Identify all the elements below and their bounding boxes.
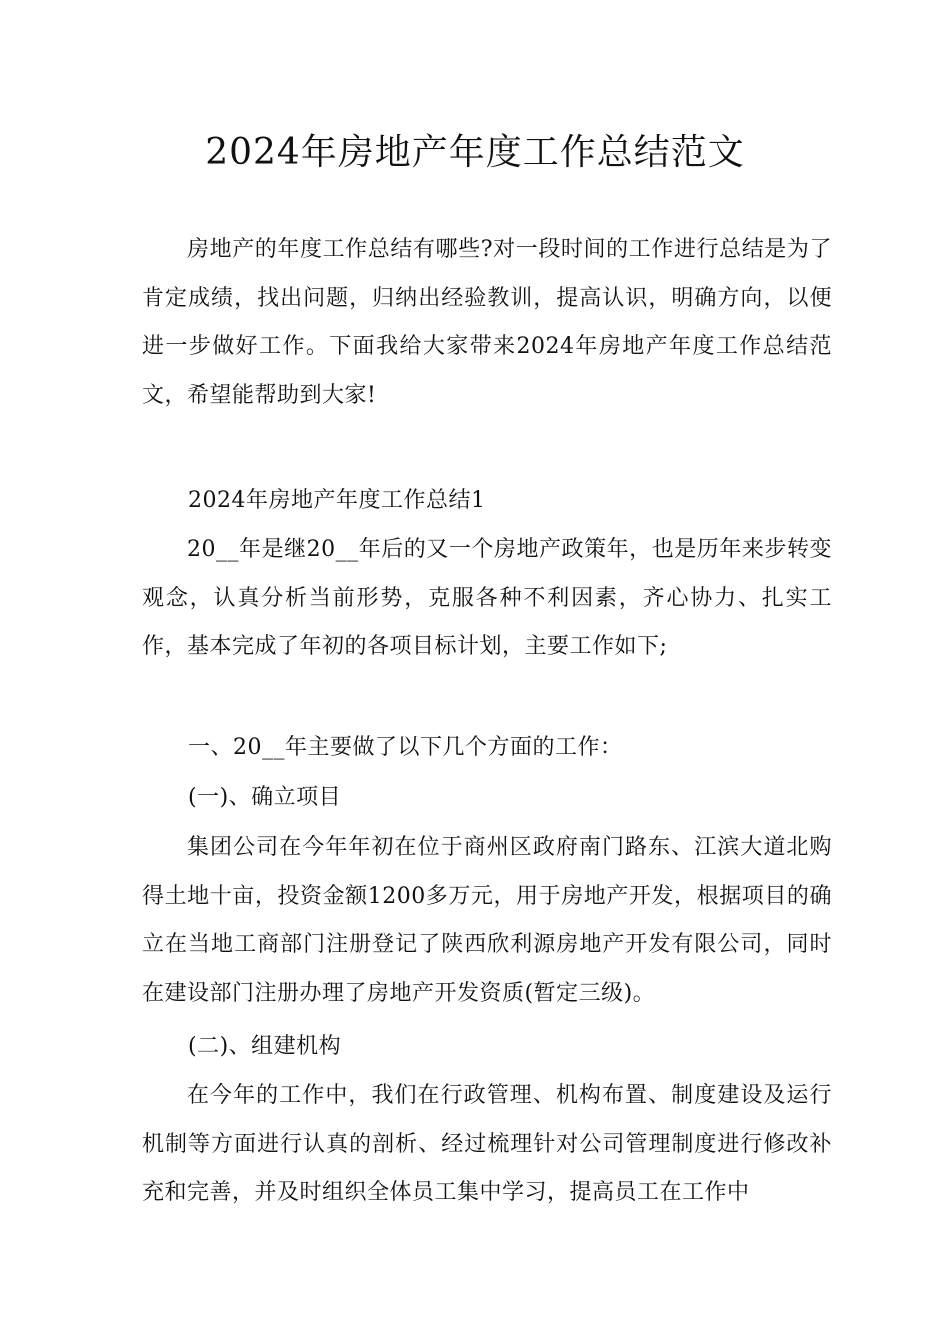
document-title: 2024年房地产年度工作总结范文 xyxy=(205,132,745,173)
paragraph-1: 20__年是继20__年后的又一个房地产政策年，也是历年来步转变观念，认真分析当前形势，克服各种不利因素，齐心协力、扎实工作，基本完成了年初的各项目标计划，主要工作如下; xyxy=(142,537,832,660)
subheading-2: (二)、组建机构 xyxy=(188,1034,342,1059)
subheading-1: (一)、确立项目 xyxy=(188,785,342,810)
intro-paragraph: 房地产的年度工作总结有哪些?对一段时间的工作进行总结是为了肯定成绩，找出问题，归纳出经验教训，提高认识，明确方向，以便进一步做好工作。下面我给大家带来2024年房地产年度工作总结范文，希望能帮助到大家! xyxy=(142,237,832,408)
section-title: 2024年房地产年度工作总结1 xyxy=(188,488,486,513)
paragraph-3: 在今年的工作中，我们在行政管理、机构布置、制度建设及运行机制等方面进行认真的剖析、经过梳理针对公司管理制度进行修改补充和完善，并及时组织全体员工集中学习，提高员工在工作中 xyxy=(142,1083,832,1206)
paragraph-2: 集团公司在今年年初在位于商州区政府南门路东、江滨大道北购得土地十亩，投资金额1200多万元，用于房地产开发，根据项目的确立在当地工商部门注册登记了陕西欣利源房地产开发有限公司，同时在建设部门注册办理了房地产开发资质(暂定三级)。 xyxy=(142,835,832,1006)
heading-1: 一、20__年主要做了以下几个方面的工作： xyxy=(188,735,623,760)
